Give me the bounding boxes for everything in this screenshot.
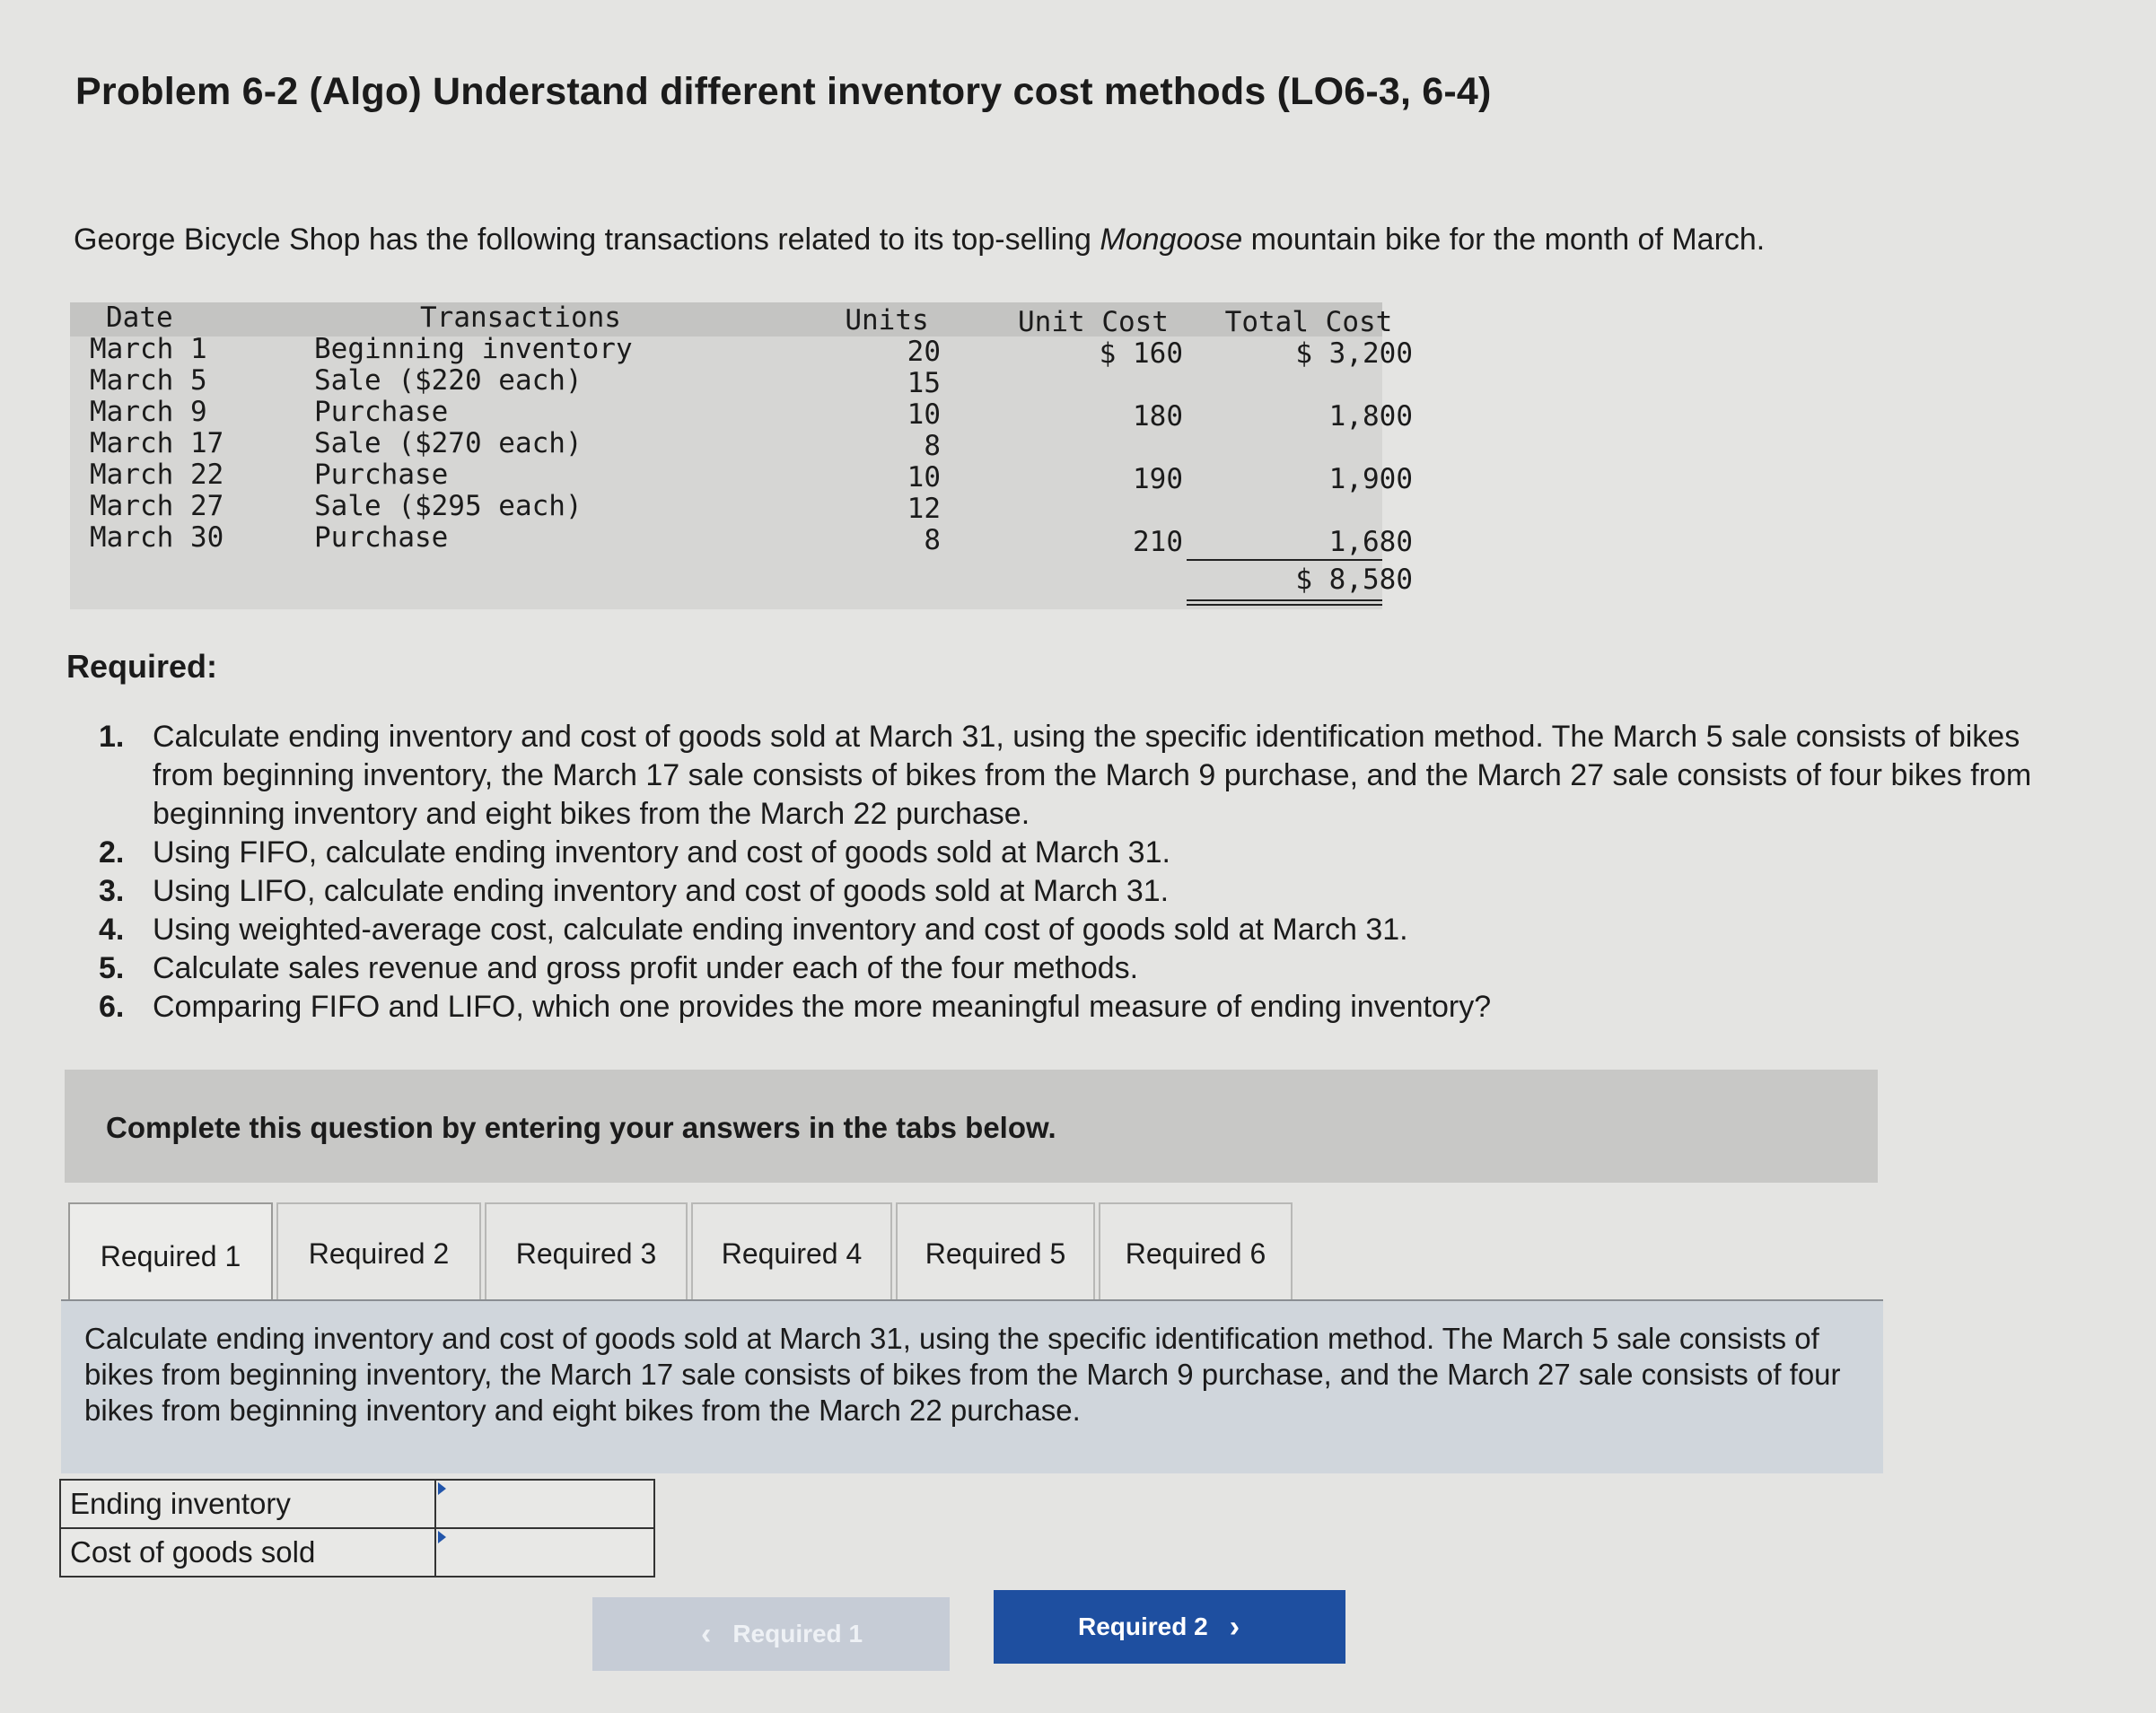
row-total-cost: $ 3,200 [1295, 337, 1413, 370]
tab-required-2[interactable]: Required 2 [276, 1202, 481, 1303]
tab-required-5[interactable]: Required 5 [896, 1202, 1095, 1303]
row-units: 15 [907, 367, 941, 399]
tab-bar [68, 1202, 1325, 1307]
row-date: March 30 [90, 521, 224, 554]
chevron-right-icon: › [1229, 1609, 1240, 1644]
row-date: March 9 [90, 396, 207, 428]
requirement-item [90, 911, 2064, 949]
requirement-item [90, 872, 2064, 911]
requirement-number: 6. [99, 990, 125, 1024]
ending-inventory-label: Ending inventory [60, 1480, 435, 1528]
tab-required-6[interactable]: Required 6 [1099, 1202, 1293, 1303]
panel-instructions: Calculate ending inventory and cost of goods sold at March 31, using the specific identification method. The March 5 sale consists of bikes from beginning inventory, the March 17 sale consists of bikes from the March 9 purchase, and the March 27 sale consists of four bikes from beginning inventory and eight bikes from the March 22 purchase. [84, 1322, 1841, 1427]
table-row [60, 1480, 654, 1528]
row-transaction: Sale ($270 each) [314, 427, 583, 459]
intro-product: Mongoose [1100, 223, 1243, 257]
tab-panel [61, 1299, 1883, 1473]
instruction-text: Complete this question by entering your answers in the tabs below. [106, 1111, 1056, 1144]
ending-inventory-input[interactable] [436, 1481, 653, 1527]
total-double-underline-2 [1187, 604, 1382, 606]
requirement-item [90, 988, 2064, 1027]
requirement-text: Using LIFO, calculate ending inventory and cost of goods sold at March 31. [153, 874, 1170, 908]
row-unit-cost: 210 [1133, 526, 1183, 558]
row-date: March 22 [90, 459, 224, 491]
header-unit-cost: Unit Cost [1018, 306, 1169, 338]
requirement-number: 3. [99, 874, 125, 908]
row-transaction: Purchase [314, 459, 449, 491]
prev-button-label: Required 1 [732, 1620, 863, 1647]
requirement-item [90, 949, 2064, 988]
input-marker-icon [438, 1531, 446, 1543]
header-transactions: Transactions [420, 302, 621, 334]
row-transaction: Beginning inventory [314, 333, 633, 365]
next-button-label: Required 2 [1077, 1612, 1208, 1640]
row-unit-cost: $ 160 [1099, 337, 1183, 370]
row-transaction: Purchase [314, 396, 449, 428]
instruction-banner [65, 1070, 1878, 1183]
cogs-cell [435, 1528, 654, 1577]
row-units: 10 [907, 461, 941, 494]
row-transaction: Sale ($295 each) [314, 490, 583, 522]
row-transaction: Sale ($220 each) [314, 364, 583, 397]
row-units: 8 [924, 524, 941, 556]
intro-before: George Bicycle Shop has the following transactions related to its top-selling [74, 223, 1100, 257]
answer-table [59, 1479, 655, 1578]
requirement-text: Calculate ending inventory and cost of goods sold at March 31, using the specific identification method. The March 5 sale consists of bikes from beginning inventory, the March 17 sale consists of bikes from the March 9 purchase, and the March 27 sale consists of four bikes from beginning inventory and eight bikes from the March 22 purchase. [153, 720, 2032, 831]
intro-after: mountain bike for the month of March. [1242, 223, 1766, 257]
total-underline [1187, 559, 1382, 561]
row-date: March 5 [90, 364, 207, 397]
cogs-input[interactable] [436, 1529, 653, 1576]
next-required-button[interactable] [994, 1590, 1345, 1664]
requirement-item [90, 718, 2064, 834]
tab-required-4[interactable]: Required 4 [691, 1202, 892, 1303]
row-units: 10 [907, 398, 941, 431]
input-marker-icon [438, 1482, 446, 1495]
chevron-left-icon: ‹ [700, 1616, 712, 1651]
requirement-number: 4. [99, 913, 125, 947]
ending-inventory-cell [435, 1480, 654, 1528]
requirement-item [90, 834, 2064, 872]
requirement-text: Using weighted-average cost, calculate ending inventory and cost of goods sold at March 31. [153, 913, 1408, 947]
row-unit-cost: 180 [1133, 400, 1183, 433]
tab-required-1[interactable]: Required 1 [68, 1202, 273, 1308]
cogs-label: Cost of goods sold [60, 1528, 435, 1577]
row-total-cost: 1,680 [1328, 526, 1413, 558]
row-total-cost: 1,800 [1328, 400, 1413, 433]
row-date: March 17 [90, 427, 224, 459]
total-double-underline-1 [1187, 599, 1382, 601]
row-date: March 1 [90, 333, 207, 365]
header-units: Units [845, 304, 929, 336]
requirement-number: 5. [99, 951, 125, 985]
header-total-cost: Total Cost [1224, 306, 1393, 338]
row-unit-cost: 190 [1133, 463, 1183, 495]
requirement-text: Comparing FIFO and LIFO, which one provides the more meaningful measure of ending inventory? [153, 990, 1492, 1024]
table-row [60, 1528, 654, 1577]
transactions-table [70, 302, 1413, 609]
grand-total: $ 8,580 [1295, 564, 1413, 596]
row-transaction: Purchase [314, 521, 449, 554]
row-units: 12 [907, 493, 941, 525]
prev-required-button[interactable] [592, 1597, 950, 1671]
requirement-text: Calculate sales revenue and gross profit under each of the four methods. [153, 951, 1139, 985]
requirement-number: 2. [99, 835, 125, 870]
required-heading: Required: [66, 648, 218, 685]
row-total-cost: 1,900 [1328, 463, 1413, 495]
intro-text [74, 223, 1765, 258]
requirements-list [90, 718, 2064, 1027]
row-date: March 27 [90, 490, 224, 522]
row-units: 20 [907, 336, 941, 368]
requirement-text: Using FIFO, calculate ending inventory and cost of goods sold at March 31. [153, 835, 1170, 870]
tab-required-3[interactable]: Required 3 [485, 1202, 688, 1303]
row-units: 8 [924, 430, 941, 462]
page-title: Problem 6-2 (Algo) Understand different inventory cost methods (LO6-3, 6-4) [75, 70, 1492, 113]
requirement-number: 1. [99, 720, 125, 754]
header-date: Date [106, 302, 173, 334]
